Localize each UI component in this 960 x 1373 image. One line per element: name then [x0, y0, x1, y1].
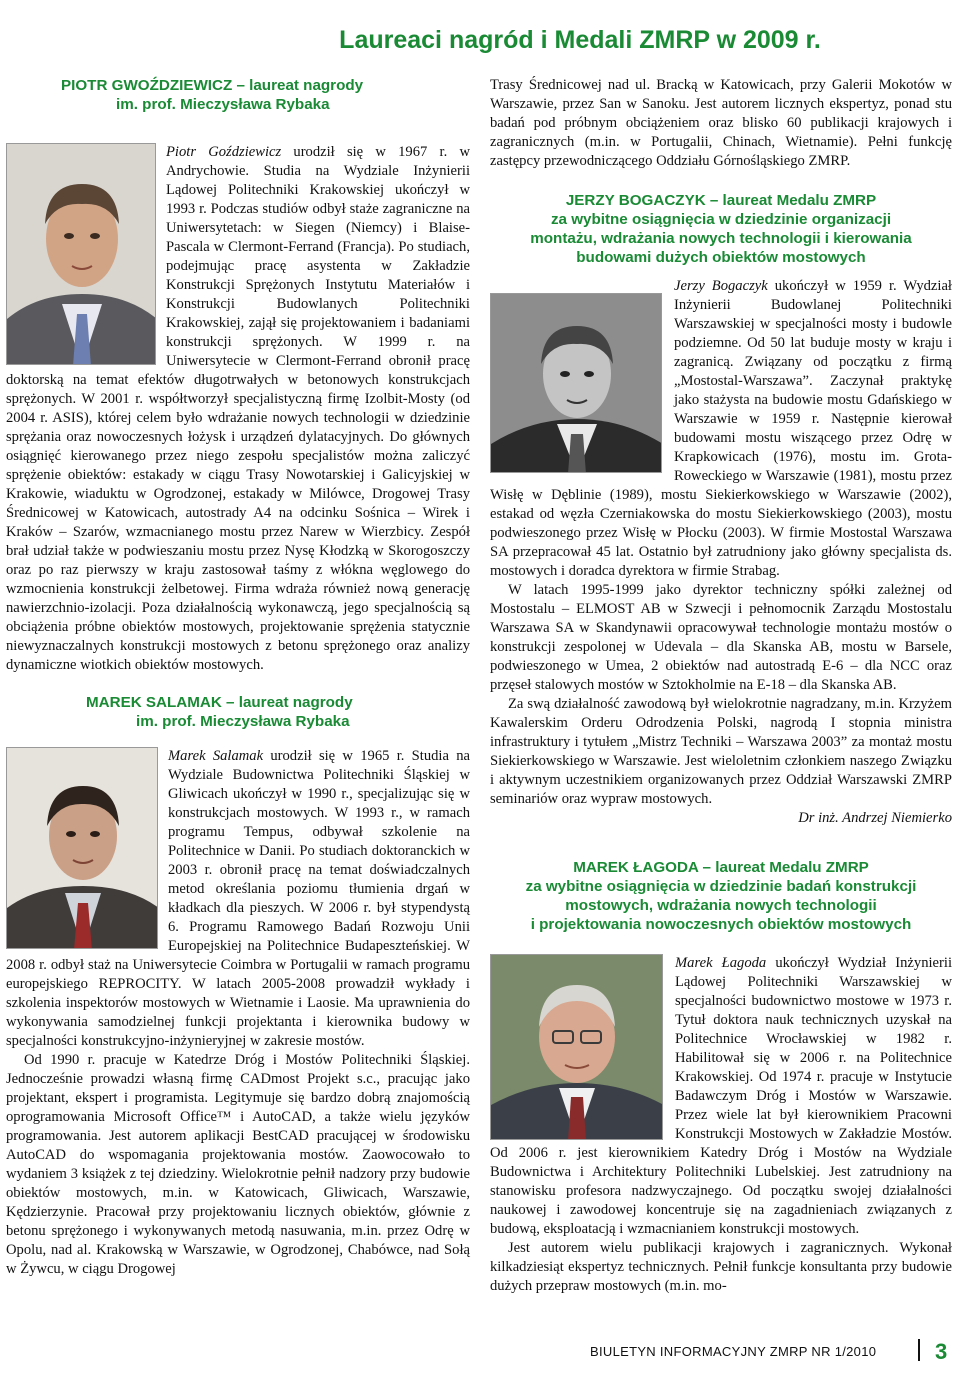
section2-body1: urodził się w 1965 r. Studia na Wydziale Budownictwa Politechniki Śląskiej w Gliwicach ukończył w 1990 r., specjalizując się w konstrukcjach mostowych. W 1993 r., w ramach programu Tempus, odbywał szkolenie na Politechnice w Danii. Po studiach doktoranckich w 2003 r. obronił pracę na temat doświadczalnych metod określania poziomu tłumienia drgań w kładkach dla pieszych. W 2006 r. był stypendystą 6. Programu Ramowego Badań Rozwoju Unii Europejskiej na Politechnice Budapeszteńskiej. W 2008 r. odbył staż na Uniwersytecie Coimbra w Portugalii w ramach programu europejskiego REPROCITY. W latach 2005-2008 prowadził wykłady i szkolenia inspektorów mostowych w Wietnamie i Laosie. Ma uprawnienia do wykonywania samodzielnej funkcji projektanta i kierownika budowy w specjalności konstrukcyjno-inżynieryjnej w zakresie mostów. [6, 748, 470, 1049]
section4-heading-line2: za wybitne osiągnięcia w dziedzinie badań konstrukcji [525, 878, 917, 895]
section1-heading [6, 76, 470, 114]
portrait-photo-salamak [6, 747, 158, 949]
section2-heading-line1: MAREK SALAMAK – laureat nagrody [86, 694, 353, 711]
section1-body: urodził się w 1967 r. w Andrychowie. Studia na Wydziale Inżynierii Lądowej Politechniki Krakowskiej ukończył w 1993 r. Podczas studiów odbył staże zagraniczne na Uniwersytetach: w Siegen (Niemcy) i Blaise-Pascala w Clermont-Ferrand (Francja). Po studiach, podejmując pracę asystenta w Zakładzie Konstrukcji Sprężonych Instytutu Materiałów i Konstrukcji Budowlanych Politechniki Krakowskiej, zajął się projektowaniem i badaniami konstrukcji sprężonych. W 1999 r. na Uniwersytecie w Clermont-Ferrand obronił pracę doktorską na temat efektów długotrwałych w betonowych konstrukcjach sprężonych. W 2001 r. współtworzył specjalistyczną firmę Izolbit-Mosty (od 2004 r. ASIS), której celem było wdrażanie nowych technologii w dziedzinie sprężania oraz nowoczesnych łożysk i urządzeń dylatacyjnych. Do głównych osiągnięć kierowanego przez niego zespołu specjalistów można zaliczyć sprężenie obiektów: estakady w ciągu Trasy Nowotarskiej i Galicyjskiej w Krakowie, wiaduktu w Ogrodzonej, estakady w Milówce, Drogowej Trasy Średnicowej w Katowicach, autostrady A4 na odcinku Sośnica – Wirek i Kraków – Szarów, wzmacnianego mostu przez Narew w Wierzbicy. Zespół brał udział także w podwieszaniu mostu przez Nysę Kłodzką w Skorogoszczy oraz po raz pierwszy w kraju zastosował taśmy z włókna węglowego do wzmocnienia konstrukcji żelbetowej. Firma wdraża również nową generację nawierzchnio-izolacji. Poza działalnością wykonawczą, jego specjalnością są obciążenia próbne obiektów mostowych, projektowanie sprężenia statycznie niewyznaczalnych konstrukcji mostowych z betonu sprężonego oraz analizy dynamiczne wiotkich obiektów mostowych. [6, 144, 470, 673]
section3-heading-line4: budowami dużych obiektów mostowych [576, 249, 866, 266]
section4-heading-line3: mostowych, wdrażania nowych technologii [565, 897, 877, 914]
section2-name: Marek Salamak [168, 748, 264, 764]
section2-heading-line2: im. prof. Mieczysława Rybaka [136, 713, 350, 730]
section4-heading [490, 858, 952, 934]
section2-heading [6, 693, 470, 731]
footer-bulletin: BIULETYN INFORMACYJNY ZMRP NR 1/2010 [590, 1344, 877, 1359]
section3-signature: Dr inż. Andrzej Niemierko [798, 810, 952, 826]
section4-heading-line4: i projektowania nowoczesnych obiektów mostowych [530, 916, 912, 933]
page-number: 3 [935, 1339, 948, 1364]
portrait-photo-bogaczyk [490, 293, 662, 473]
section3-text3: Za swą działalność zawodową był wielokrotnie nagradzany, m.in. Krzyżem Kawalerskim Orderu Odrodzenia Polski, nagrodą I stopnia ministra infrastruktury i tytułem „Mistrz Techniki – Warszawa 2003” za montaż mostu Siekierkowskiego w Warszawie. Jest wieloletnim członkiem naszego Związku i aktywnym uczestnikiem organizowanych przez Oddział Warszawski ZMRP seminariów oraz wypraw mostowych. [490, 696, 952, 807]
portrait-photo-lagoda [490, 954, 663, 1140]
section3-heading-line1: JERZY BOGACZYK – laureat Medalu ZMRP [565, 192, 877, 209]
section3-body1: ukończył w 1959 r. Wydział Inżynierii Budowlanej Politechniki Warszawskiej w specjalności mosty i budowle podziemne. Od 50 lat buduje mosty w kraju i zagranicą. Związany od początku z firmą „Mostostal-Warszawa”. Zaczynał praktykę jako stażysta na budowie mostu Gdańskiego w Warszawie w 1959 r. Następnie kierował budowami mostu wiszącego przez Odrę w Krapkowicach (1976), mostu im. Grota-Roweckiego w Warszawie (1981), mostu przez Wisłę w Dęblinie (1989), mostu Siekierkowskiego w Warszawie (2002), estakad od węzła Czerniakowska do mostu Siekierkowskiego (2003), mostu podwieszonego przez Wisłę w Płocku (2003). W firmie Mostostal Warszawa SA przepracował 45 lat. Ostatnio był zatrudniony jako główny specjalista ds. mostowych i doradca dyrektora w firmie Strabag. [490, 278, 952, 579]
section3-heading [490, 191, 952, 267]
section4-body1: ukończył Wydział Inżynierii Lądowej Politechniki Warszawskiej w specjalności budownictwo mostowe w 1973 r. Tytuł doktora nauk technicznych uzyskał na Politechnice Wrocławskiej w 1982 r. Habilitował się w 2006 r. na Politechnice Krakowskiej. Od 1974 r. pracuje w Instytucie Badawczym Dróg i Mostów w Warszawie. Przez wiele lat był kierownikiem Pracowni Konstrukcji Mostowych w Zakładzie Mostów. Od 2006 r. jest kierownikiem Katedry Dróg i Mostów na Wydziale Budownictwa i Architektury Politechniki Lubelskiej. Jest zatrudniony na stanowisku profesora nadzwyczajnego. Od początku swojej działalności naukowej i zawodowej koncentruje się na zagadnieniach związanych z budową, eksploatacją i wzmacnianiem konstrukcji mostowych. [490, 955, 952, 1237]
section4-name: Marek Łagoda [675, 955, 767, 971]
section3-name: Jerzy Bogaczyk [674, 278, 768, 294]
section1-heading-line2: im. prof. Mieczysława Rybaka [116, 96, 330, 113]
section3-text2: W latach 1995-1999 jako dyrektor techniczny spółki zależnej od Mostostalu – ELMOST AB w Szwecji i pełnomocnik Zarządu Mostostalu Warszawa SA w Skandynawii opracowywał technologie montażu mostów o konstrukcji zespolonej w Udevala – dla Skanska AB, mostu w Barsele, podwieszonego w Umea, 2 obiektów nad autostradą E-6 – dla NCC oraz przęseł stalowych mostów w Sztokholmie na E-18 – dla Skanska AB. [490, 582, 952, 693]
portrait-photo-gwozdziewicz [6, 143, 156, 365]
section1-name: Piotr Goździewicz [166, 144, 282, 160]
section4-heading-line1: MAREK ŁAGODA – laureat Medalu ZMRP [573, 859, 869, 876]
section3-heading-line2: za wybitne osiągnięcia w dziedzinie organizacji [550, 211, 892, 228]
section1-heading-line1: PIOTR GWOŹDZIEWICZ – laureat nagrody [61, 77, 364, 94]
right-column [490, 76, 952, 1296]
left-column [6, 76, 470, 1279]
section4-text2: Jest autorem wielu publikacji krajowych i zagranicznych. Wykonał kilkadziesiąt ekspertyz technicznych. Pełnił funkcje konsultanta przy budowie dużych przepraw mostowych (m.in. mo- [490, 1240, 952, 1294]
section2-continued-text: Trasy Średnicowej nad ul. Bracką w Katowicach, przy Galerii Mokotów w Warszawie, przez San w Sanoku. Jest autorem licznych ekspertyz, ponad stu badań pod próbnym obciążeniem oraz blisko 60 publikacji krajowych i zagranicznych (m.in. w Portugalii, Chinach, Wietnamie). Pełni funkcję zastępcy przewodniczącego Oddziału Górnośląskiego ZMRP. [490, 77, 952, 169]
section3-heading-line3: montażu, wdrażania nowych technologii i kierowania [530, 230, 912, 247]
footer-divider [918, 1339, 920, 1361]
section2-text2: Od 1990 r. pracuje w Katedrze Dróg i Mostów Politechniki Śląskiej. Jednocześnie prowadzi własną firmę CADmost Projekt s.c., pracując jako projektant, ekspert i programista. Legitymuje się bardzo dobrą znajomością oprogramowania Microsoft Office™ i AutoCAD, a także wielu języków programowania. Jest autorem aplikacji BestCAD pracującej w środowisku AutoCAD do wspomagania projektowania mostów. Zaowocowało to wydaniem 3 książek z tej dziedziny. Wielokrotnie pełnił nadzory przy budowie obiektów mostowych, m.in. w Katowicach, Gliwicach, Warszawie, Kędzierzynie. Pracował przy projektowaniu licznych obiektów, głównie z betonu sprężonego i wykonywanych metodą nasuwania, m.in. przez Odrę w Opolu, nad al. Krakowską w Warszawie, w Ogrodzonej, Chabówce, nad Sołą w Żywcu, w ciągu Drogowej [6, 1052, 470, 1277]
page-title: Laureaci nagród i Medali ZMRP w 2009 r. [339, 26, 821, 54]
